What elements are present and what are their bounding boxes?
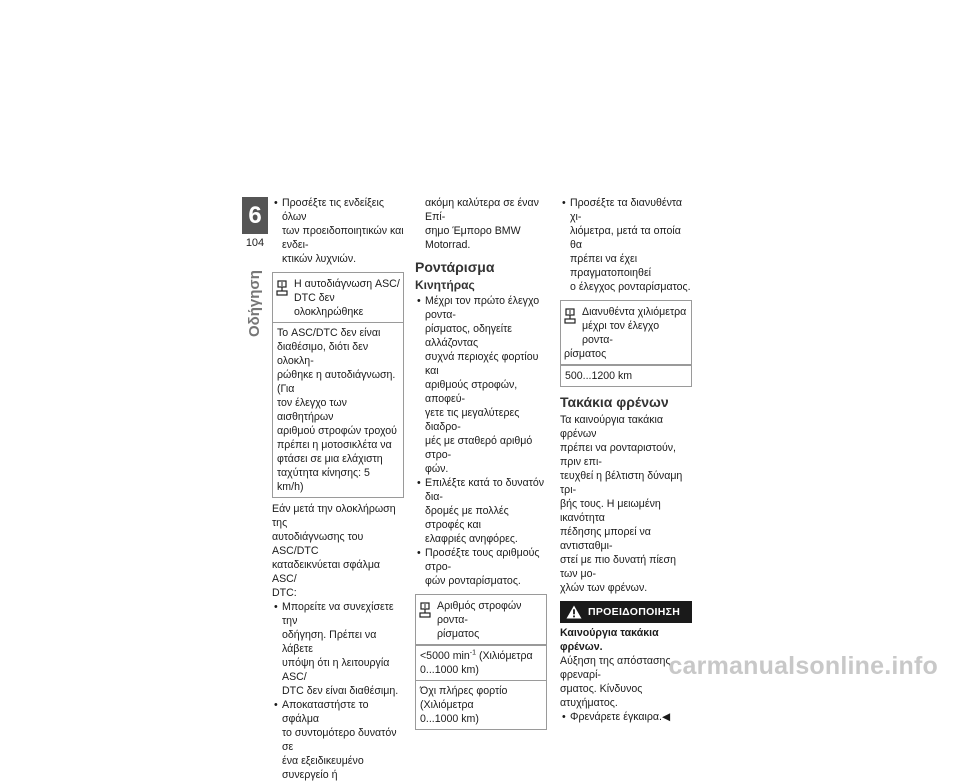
chapter-title: Οδήγηση <box>246 270 263 337</box>
info-box-row: 500...1200 km <box>561 365 691 386</box>
info-box-break-in-rpm <box>415 594 547 730</box>
info-box-asc-dtc <box>272 272 404 498</box>
list-item: • Προσέξτε τους αριθμούς στρο- φών ρονταρίσματος. <box>417 547 540 587</box>
list-item: • Φρενάρετε έγκαιρα.◀ <box>562 711 671 723</box>
list-item: • Προσέξτε τα διανυθέντα χι- λιόμετρα, μετά τα οποία θα πρέπει να έχει πραγματοποιηθεί ο έλεγχος ρονταρίσματος. <box>562 197 691 293</box>
gauge-icon <box>564 305 582 347</box>
column-2 <box>415 196 547 734</box>
warning-banner <box>560 601 692 623</box>
warning-triangle-icon <box>566 605 582 619</box>
info-box-break-in-distance <box>560 300 692 387</box>
paragraph-continued: ακόμη καλύτερα σε έναν Επί- σημο Έμπορο BMW Motorrad. <box>425 197 539 251</box>
gauge-icon <box>276 277 294 319</box>
list-item: • Επιλέξτε κατά το δυνατόν δια- δρομές με πολλές στροφές και ελαφριές ανηφόρες. <box>417 477 545 545</box>
chapter-tab <box>242 197 268 234</box>
warning-label: ΠΡΟΕΙΔΟΠΟΙΗΣΗ <box>588 606 681 618</box>
list-item: • Μέχρι τον πρώτο έλεγχο ροντα- ρίσματος, οδηγείτε αλλάζοντας συχνά περιοχές φορτίου και αριθμούς στροφών, αποφεύ- γετε τις μεγαλύτερες διαδρο- μές με σταθερό αριθμό στρο- φών. <box>417 295 540 475</box>
column-3 <box>560 196 692 724</box>
page-number: 104 <box>245 237 265 249</box>
info-box-header: Διανυθέντα χιλιόμετρα μέχρι τον έλεγχο ροντα- ρίσματος <box>561 301 691 365</box>
paragraph: Τα καινούργια τακάκια φρένων πρέπει να ρονταριστούν, πριν επι- τευχθεί η βέλτιστη δύναμη τρι- βής τους. Η μειωμένη ικανότητα πέδησης μπορεί να αντισταθμι- στεί με πιο δυνατή πίεση των μο- χλών των φρένων. <box>560 414 683 594</box>
section-heading: Ροντάρισμα <box>415 259 495 275</box>
list-item: • Μπορείτε να συνεχίσετε την οδήγηση. Πρέπει να λάβετε υπόψη ότι η λειτουργία ASC/ DTC δεν είναι διαθέσιμη. <box>274 601 399 697</box>
paragraph: Εάν μετά την ολοκλήρωση της αυτοδιάγνωσης του ASC/DTC καταδεικνύεται σφάλμα ASC/ DTC: <box>272 503 396 599</box>
info-box-row: Όχι πλήρες φορτίο (Χιλιόμετρα 0...1000 km) <box>416 680 546 729</box>
list-item: • Αποκαταστήστε το σφάλμα το συντομότερο δυνατόν σε ένα εξειδικευμένο συνεργείο ή <box>274 699 397 781</box>
info-box-header: Η αυτοδιάγνωση ASC/ DTC δεν ολοκληρώθηκε <box>273 273 403 323</box>
section-heading: Τακάκια φρένων <box>560 394 669 410</box>
info-box-body: Το ASC/DTC δεν είναι διαθέσιμο, διότι δεν ολοκλη- ρώθηκε η αυτοδιάγνωση. (Για τον έλεγχο των αισθητήρων αριθμού στροφών τροχού πρέπει η μοτοσικλέτα να φτάσει σε μια ελάχιστη ταχύτητα κίνησης: 5 km/h) <box>277 327 397 493</box>
watermark: carmanualsonline.info <box>668 652 938 680</box>
gauge-icon <box>419 599 437 641</box>
bullet-glyph: • <box>274 197 278 209</box>
warning-text: Αύξηση της απόστασης φρεναρί- σματος. Κίνδυνος ατυχήματος. <box>560 655 671 709</box>
list-item: • Προσέξτε τις ενδείξεις όλων των προειδοποιητικών και ενδει- κτικών λυχνιών. <box>274 197 404 265</box>
end-mark: ◀ <box>661 711 671 723</box>
info-box-header: Αριθμός στροφών ροντα- ρίσματος <box>416 595 546 645</box>
info-box-row: <5000 $\min^{-1} (X\iota\lambda\iota ό\mu\varepsilon\tau\rho\alpha$ 0...1000 km) <box>416 645 546 680</box>
column-1 <box>272 196 404 782</box>
warning-title: Καινούργια τακάκια φρένων. <box>560 627 659 653</box>
subsection-heading: Κινητήρας <box>415 278 475 292</box>
chapter-number: 6 <box>248 202 262 229</box>
